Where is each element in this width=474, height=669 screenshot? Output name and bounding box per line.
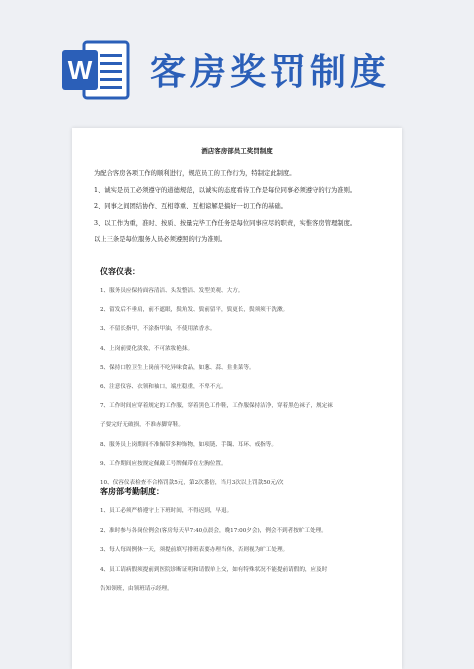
word-icon-letter: W [67,55,93,85]
list-item: 10、仪容仪表检查不合格罚款5元，第2次番倍，当月3次以上罚款50元/次 [100,480,284,487]
intro-line: 2、同事之间团结协作、互相尊重、互相谅解是搞好一切工作的基础。 [94,203,287,210]
list-item: 8、服务员上岗期间不准佩带多种饰物，如项链、手镯、耳环、戒指等。 [100,441,277,448]
list-item: 4、上岗前要化淡妆，不可浓妆艳抹。 [100,345,194,352]
document-title: 酒店客房部员工奖罚制度 [201,147,273,155]
intro-line: 1、诚实是员工必须遵守的道德规范，以诚实的态度看待工作是每位同事必须遵守的行为准则。 [94,186,357,194]
banner [0,0,474,120]
document-page [72,128,402,669]
appearance-list [100,282,392,493]
intro-line: 以上三条是每位服务人员必须遵照的行为准则。 [94,236,227,243]
list-item: 3、每人每周例休一天，须提前填写排班表要办理当休，否则视为旷工处理。 [100,547,289,553]
list-item: 6、注意仪容、衣领和袖口，端庄稳重，不卑不亢。 [100,384,227,391]
word-document-icon [62,40,130,100]
list-item: 4、员工请病假须提前到医院诊断证明和请假单上交，如有特殊状况不能提前请假的，应及时 [100,566,328,573]
list-item: 2、准时参与各岗位例会(客房每天早7:40点晨会，晚17:00夕会)，例会不到者按旷工处理。 [100,527,327,534]
intro-paragraphs [94,166,394,249]
intro-line: 为配合客房各项工作的顺利进行，规范员工的工作行为，特制定此制度。 [94,170,296,177]
list-item: 子要完好无破损，不准赤脚穿鞋。 [100,422,184,429]
list-item: 7、工作时间应穿着规定的工作服，穿着黑色工作鞋，工作服保持洁净，穿着黑色袜子，规定袜 [100,403,333,410]
attendance-list [100,502,392,600]
list-item: 9、工作期间应按规定佩戴工号牌佩带在左胸位置。 [100,460,227,467]
list-item: 5、保持口腔卫生上岗前不吃异味食品，如葱、蒜、韭韭菜等。 [100,364,255,371]
section-title-attendance: 客房部考勤制度： [100,486,164,496]
list-item: 告知领班，由领班请示经理。 [100,586,173,592]
banner-title: 客房奖罚制度 [150,51,391,93]
section-title-appearance: 仪容仪表： [100,266,140,276]
list-item: 2、留发后不垂肩，前不遮眼，鬓角发、鬓前留平，鬓更长，鬓须须干洗漱。 [100,307,289,314]
list-item: 1、员工必须严格遵守上下班时间，不得迟到，早退。 [100,508,233,514]
list-item: 1、服务员应保持面容清洁、头发整洁、发型美观、大方。 [100,288,244,294]
list-item: 3、不留长指甲，不涂指甲油，不使用浓香水。 [100,326,216,333]
intro-line: 3、以工作为重，准时、按质、按量完毕工作任务是每位同事应尽的职责，实惟客房管理制度。 [94,219,357,227]
